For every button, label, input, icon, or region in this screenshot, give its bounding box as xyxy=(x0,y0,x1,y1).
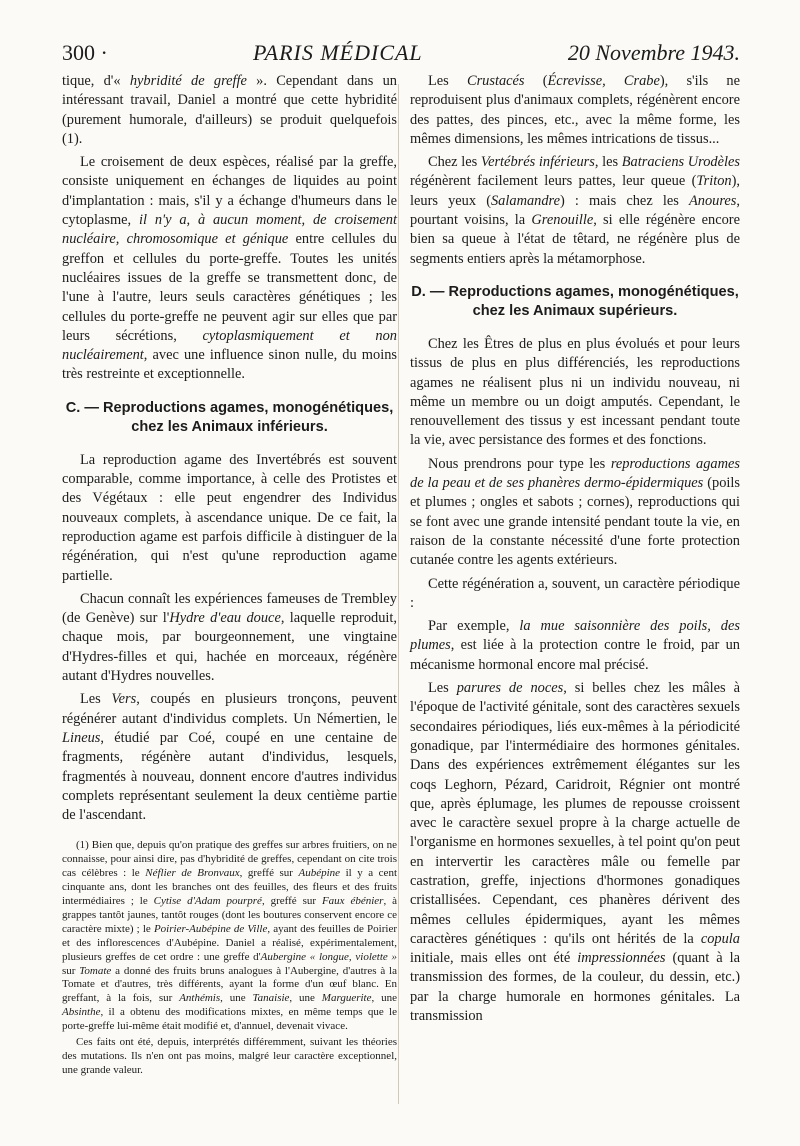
section-heading-d: D. — Reproductions agames, monogénétiques, chez les Animaux supérieurs. xyxy=(411,283,739,319)
section-heading-c: C. — Reproductions agames, monogénétiques, chez les Animaux inférieurs. xyxy=(65,399,394,435)
paragraph: Chez les Vertébrés inférieurs, les Batraciens Urodèles régénèrent facilement leurs pattes, leur queue (Triton), leurs yeux (Salamandre) : mais chez les Anoures, pourtant voisins, la Grenouille, si elle régénère encore bien sa queue à l'état de têtard, ne régénère plus de segments entiers après la métamorphose. xyxy=(410,154,740,267)
journal-title: PARIS MÉDICAL xyxy=(253,40,423,65)
paragraph: Par exemple, la mue saisonnière des poils, des plumes, est liée à la protection contre le froid, par un mécanisme hormonal encore mal précisé. xyxy=(410,618,740,673)
paragraph: Cette régénération a, souvent, un caractère périodique : xyxy=(410,575,740,611)
italic-run: Lineus xyxy=(62,729,101,746)
italic-run: Faux ébénier xyxy=(321,895,384,908)
italic-run: Aubépine xyxy=(298,867,341,880)
italic-run: impressionnées xyxy=(577,950,666,967)
page-number: 300 · xyxy=(62,40,108,65)
paragraph: Chez les Êtres de plus en plus évolués et pour leurs tissus de plus en plus différenciés, les reproductions agames ne réalisent plus ni un individu nouveau, ni même un membre ou un doigt amputés. Cependant, le renouvellement des tissus y est incessant pendant toute la vie, avec persistance des formes et des fonctions. xyxy=(410,335,740,449)
paragraph: Le croisement de deux espèces, réalisé par la greffe, consiste uniquement en échanges de liquides au point d'implantation : mais, s'il y a échange d'humeurs dans le cytoplasme, il n'y a, à aucun moment, de croisement nucléaire, chromosomique et génique entre cellules du greffon et cellules du porte-greffe. Toutes les unités nucléaires issues de la greffe se transmettent donc, de l'une à l'autre, leurs seuls caractères génétiques ; les cellules du porte-greffe ne peuvent agir sur elles que par leurs sécrétions, cytoplasmiquement et non nucléairement, avec une influence sinon nulle, du moins très restreinte et exceptionnelle. xyxy=(62,154,398,383)
italic-run: la mue saisonnière des poils, des plumes xyxy=(410,618,740,654)
italic-run: Salamandre xyxy=(490,192,561,209)
italic-run: Écrevisse, Crabe xyxy=(547,73,660,89)
italic-run: copula xyxy=(700,930,740,947)
running-header xyxy=(62,40,740,74)
italic-run: Crustacés xyxy=(466,73,525,89)
italic-run: Vertébrés inférieurs xyxy=(480,154,595,171)
italic-run: Vers xyxy=(111,691,137,708)
italic-run: Aubergine « longue, violette » xyxy=(260,950,397,963)
italic-run: reproductions agames de la peau et de ses phanères dermo-épidermiques xyxy=(410,455,740,492)
footnote-paragraph: (1) Bien que, depuis qu'on pratique des greffes sur arbres fruitiers, on ne connaisse, pour ainsi dire, pas d'hybridité de greffes, cependant on cite trois cas célèbres : le Néflier de Bronvaux, greffé sur Aubépine il y a cent cinquante ans, dont les branches ont des feuilles, des fleurs et des fruits intermédiaires ; le Cytise d'Adam pourpré, greffé sur Faux ébénier, à grappes tantôt jaunes, tantôt rouges (dont les boutures conservent encore ce caractère mixte) ; le Poirier-Aubépine de Ville, ayant des feuilles de Poirier et des inflorescences d'Aubépine. Daniel a réalisé, expérimentalement, plusieurs greffes de cet ordre : une greffe d'Aubergine « longue, violette » sur Tomate a donné des fruits bruns analogues à l'Aubergine, d'autres à la Tomate et d'autres, très différents, ayant la forme d'un œuf blanc. En greffant, à la fois, sur Anthémis, une Tanaisie, une Marguerite, une Absinthe, il a obtenu des modifications mixtes, en même temps que le porte-greffe lui-même était modifié et, d'annuel, devenait vivace. xyxy=(62,839,398,1033)
italic-run: Grenouille xyxy=(531,212,594,229)
italic-run: Tanaisie xyxy=(252,992,290,1005)
left-column xyxy=(62,72,397,1080)
italic-run: parures de noces xyxy=(456,680,564,697)
footnote xyxy=(62,839,397,1077)
italic-run: Poirier-Aubépine de Ville xyxy=(153,922,268,935)
footnote-paragraph: Ces faits ont été, depuis, interprétés différemment, suivant les théories des mutations. Ils n'en ont pas moins, malgré leur caractère exceptionnel, une grande valeur. xyxy=(62,1036,397,1076)
italic-run: Absinthe xyxy=(62,1006,101,1019)
italic-run: Cytise d'Adam pourpré xyxy=(153,895,262,908)
right-column xyxy=(410,72,740,1030)
paragraph: Les Crustacés (Écrevisse, Crabe), s'ils ne reproduisent plus d'animaux complets, régénèrent encore des pattes, des pinces, etc., avec la même forme, les mêmes dimensions, les mêmes intrications de tissus... xyxy=(410,73,740,147)
italic-run: il n'y a, à aucun moment, de croisement nucléaire, chromosomique et génique xyxy=(62,212,397,248)
paragraph: Les parures de noces, si belles chez les mâles à l'époque de l'activité génitale, sont des caractères sexuels secondaires périodiques, liés eux-mêmes à la périodicité gonadique, par l'intermédiaire des hormones génitales. Dans des expériences extrêmement élégantes sur les coqs Leghorn, Pézard, Caridroit, Régnier ont montré que, après éplumage, les plumes de repousse croissent avec le caractère sexuel propre à la charge actuelle de l'organisme en hormones sexuelles, à tel point qu'on peut en intervertir les caractères mâle ou femelle par castration, greffe, injections d'hormones gonadiques cristallisées. Cependant, ces phanères dérivent des mêmes cellules épidermiques, ayant les mêmes caractères génétiques : qu'ils ont hérités de la copula initiale, mais elles ont été impressionnées (quant à la transmission des formes, de la couleur, du dessin, etc.) par la charge humorale en hormones génitales. La transmission xyxy=(410,680,740,1025)
paragraph: Chacun connaît les expériences fameuses de Trembley (de Genève) sur l'Hydre d'eau douce, laquelle reproduit, chaque mois, par bourgeonnement, une vingtaine d'Hydres-filles et qui, hachée en morceaux, régénère autant d'Hydres nouvelles. xyxy=(62,590,397,685)
italic-run: Marguerite xyxy=(321,992,372,1005)
italic-run: Néflier de Bronvaux xyxy=(145,867,240,880)
italic-run: Tomate xyxy=(79,964,112,977)
italic-run: Anthémis xyxy=(179,992,221,1005)
italic-run: hybridité de greffe xyxy=(129,73,247,89)
paragraph: Nous prendrons pour type les reproductions agames de la peau et de ses phanères dermo-épidermiques (poils et plumes ; ongles et sabots ; cornes), reproductions qui se font avec une grande intensité pendant toute la vie, en raison de la constante nécessité d'une forte protection cutanée contre les agents extérieurs. xyxy=(410,455,740,569)
italic-run: Anoures xyxy=(688,192,737,209)
italic-run: Batraciens Urodèles xyxy=(621,154,740,171)
paragraph: Les Vers, coupés en plusieurs tronçons, peuvent régénérer autant d'individus complets. Un Némertien, le Lineus, étudié par Coé, coupé en une centaine de fragments, régénère autant d'individus, lesquels, fragmentés à nouveau, donnent encore d'autres individus complets représentant seulement la deux centième partie de l'ascendant. xyxy=(62,691,397,824)
italic-run: Hydre d'eau douce xyxy=(169,610,281,627)
paragraph: tique, d'« hybridité de greffe ». Cependant dans un intéressant travail, Daniel a montré que cette hybridité (purement humorale, d'ailleurs) se produit quelquefois (1). xyxy=(62,73,397,147)
italic-run: Triton xyxy=(696,173,732,190)
paragraph: La reproduction agame des Invertébrés est souvent comparable, comme importance, à celle des Protistes et des Végétaux : elle peut engendrer des Individus nouveaux complets, à ascendance unique. De ce fait, la reproduction agame est parfois difficile à distinguer de la régénération, qui n'est qu'une reproduction agame partielle. xyxy=(62,451,397,584)
italic-run: cytoplasmiquement et non nucléairement xyxy=(62,327,398,364)
column-divider xyxy=(398,84,399,1104)
issue-date: 20 Novembre 1943. xyxy=(567,40,740,65)
